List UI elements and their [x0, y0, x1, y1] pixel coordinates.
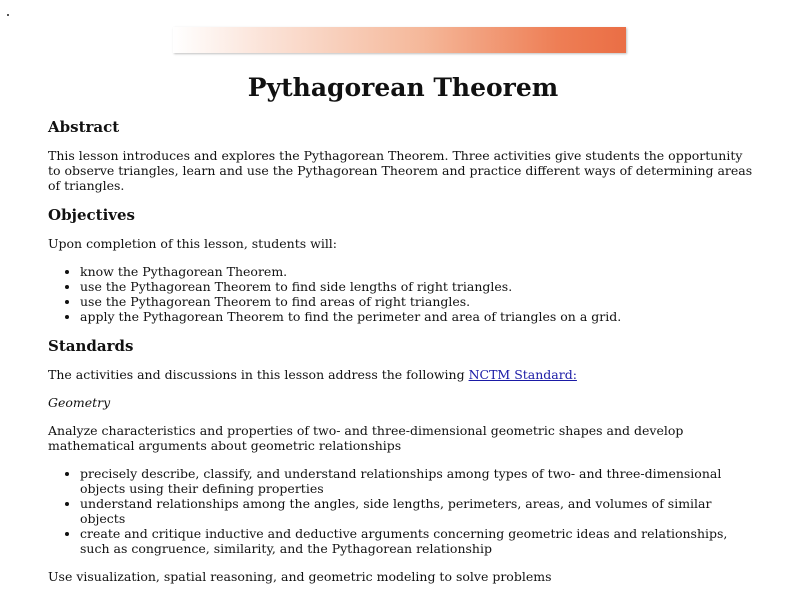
abstract-text: This lesson introduces and explores the Pythagorean Theorem. Three activities give students the opportunity to observe triangles, learn and use the Pythagorean Theorem and practice different ways of determining areas of triangles.: [48, 148, 753, 193]
list-item: • know the Pythagorean Theorem.: [80, 264, 758, 279]
header-banner: [173, 27, 626, 53]
abstract-heading: Abstract: [48, 118, 120, 136]
objectives-list: [48, 264, 758, 324]
standards-heading: Standards: [48, 337, 134, 355]
standards-intro: [48, 367, 758, 382]
objectives-intro: Upon completion of this lesson, students will:: [48, 236, 338, 251]
nctm-standard-link[interactable]: NCTM Standard:: [468, 367, 577, 382]
list-item: • apply the Pythagorean Theorem to find the perimeter and area of triangles on a grid.: [80, 309, 758, 324]
standards-intro-text: The activities and discussions in this lesson address the following: [48, 367, 469, 382]
list-item: • precisely describe, classify, and understand relationships among types of two- and three-dimensional objects using their defining properties: [80, 466, 758, 496]
lesson-content: [48, 72, 758, 597]
standards-subject: [48, 395, 758, 410]
standard-1-text: Analyze characteristics and properties of two- and three-dimensional geometric shapes and develop mathematical arguments about geometric relationships: [48, 423, 684, 453]
objectives-heading: Objectives: [48, 206, 135, 224]
standards-list: [48, 466, 758, 556]
list-item: • use the Pythagorean Theorem to find areas of right triangles.: [80, 294, 758, 309]
list-item: • understand relationships among the angles, side lengths, perimeters, areas, and volumes of similar objects: [80, 496, 758, 526]
subject-label: Geometry: [48, 395, 111, 410]
corner-dot: [7, 14, 9, 16]
list-item: • use the Pythagorean Theorem to find side lengths of right triangles.: [80, 279, 758, 294]
page-title: Pythagorean Theorem: [247, 73, 559, 102]
list-item: • create and critique inductive and deductive arguments concerning geometric ideas and relationships, such as congruence, similarity, and the Pythagorean relationship: [80, 526, 758, 556]
standard-2-text: Use visualization, spatial reasoning, and geometric modeling to solve problems: [48, 569, 552, 584]
